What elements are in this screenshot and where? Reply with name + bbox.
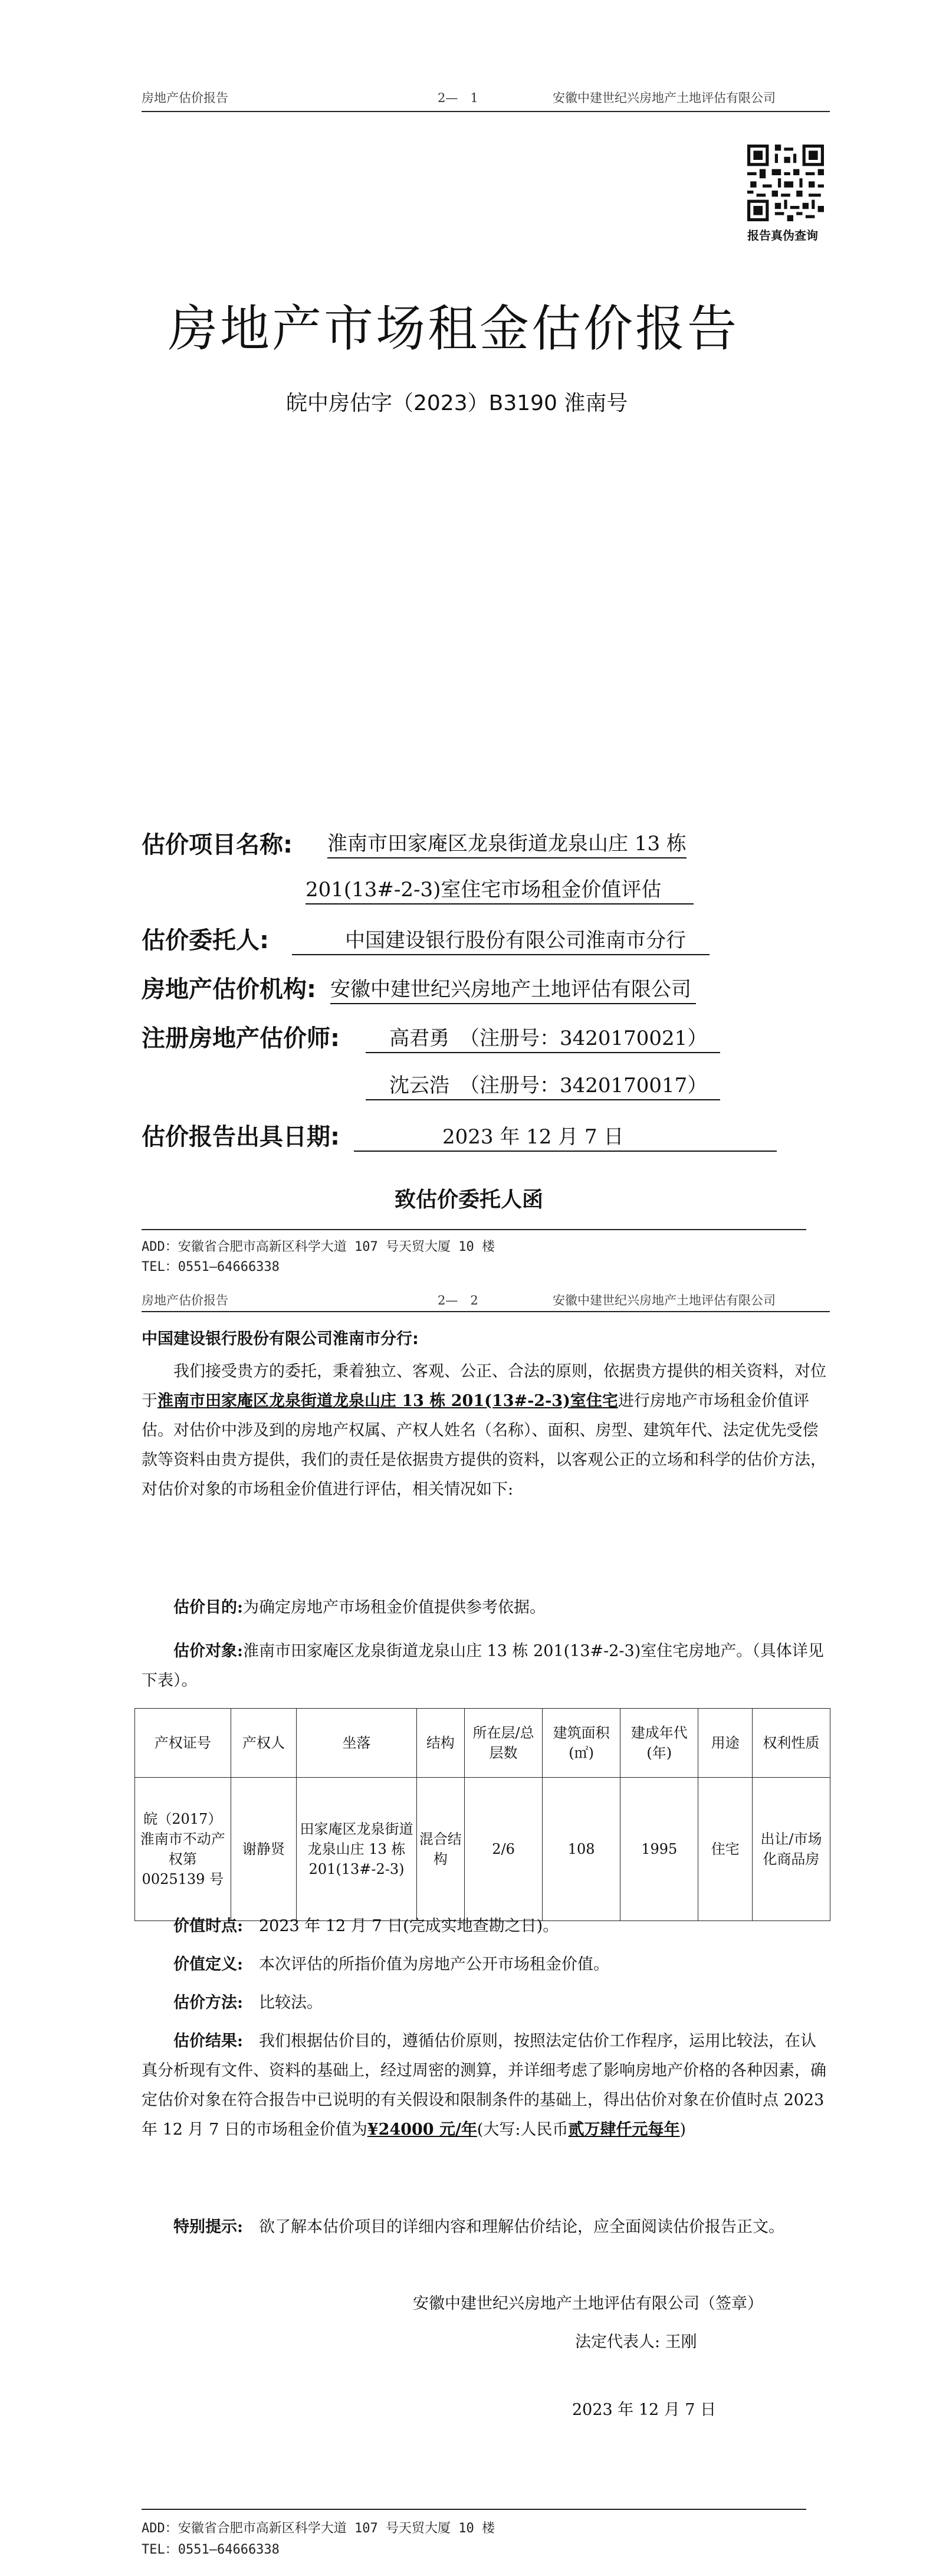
letter-title: 致估价委托人函 [395, 1188, 544, 1212]
project-name-label: 估价项目名称: [142, 831, 293, 858]
table-cell: 108 [543, 1778, 620, 1921]
table-header-cell: 权利性质 [752, 1709, 830, 1778]
running-header-right-2: 安徽中建世纪兴房地产土地评估有限公司 [553, 1293, 776, 1307]
issue-date-value: 2023 年 12 月 7 日 [354, 1120, 777, 1152]
purpose-paragraph: 估价目的:为确定房地产市场租金价值提供参考依据。 [173, 1598, 546, 1617]
table-header-cell: 产权人 [231, 1709, 297, 1778]
property-table [134, 1708, 830, 1921]
header-divider-2 [142, 1311, 830, 1312]
legal-representative: 法定代表人: 王刚 [575, 2333, 697, 2351]
value-definition-paragraph: 价值定义: 本次评估的所指价值为房地产公开市场租金价值。 [173, 1955, 609, 1974]
table-cell: 谢静贤 [231, 1778, 297, 1921]
appraisers-label: 注册房地产估价师: [142, 1025, 340, 1052]
footer-tel-2: TEL：0551—64666338 [142, 2542, 280, 2557]
appraiser-2: 沈云浩 （注册号：3420170017） [366, 1069, 720, 1100]
property-address: 淮南市田家庵区龙泉街道龙泉山庄 13 栋 201(13#-2-3)室住宅 [157, 1392, 618, 1410]
table-header-cell: 建筑面积(㎡) [543, 1709, 620, 1778]
table-header-cell: 建成年代(年) [620, 1709, 698, 1778]
table-cell: 1995 [620, 1778, 698, 1921]
client-value: 中国建设银行股份有限公司淮南市分行 [292, 924, 710, 955]
table-header-cell: 产权证号 [135, 1709, 231, 1778]
intro-paragraph: 我们接受贵方的委托，秉着独立、客观、公正、合法的原则，依据贵方提供的相关资料，对位于淮南市田家庵区龙泉街道龙泉山庄 13 栋 201(13#-2-3)室住宅进行房地产市场租金价值评估。对估价中涉及到的房地产权属、产权人姓名（名称）、面积、房型、建筑年代、法定优先受偿款等资料由贵方提供，我们的责任是依据贵方提供的资料，以客观公正的立场和科学的估价方法，对估价对象的市场租金价值进行评估，相关情况如下: [142, 1362, 826, 1499]
running-header-left: 房地产估价报告 [142, 91, 228, 105]
appraiser-1: 高君勇 （注册号：3420170021） [366, 1022, 720, 1053]
table-header-cell: 用途 [698, 1709, 752, 1778]
object-paragraph: 估价对象:淮南市田家庵区龙泉街道龙泉山庄 13 栋 201(13#-2-3)室住宅房地产。（具体详见下表）。 [142, 1642, 824, 1690]
report-number: 皖中房估字（2023）B3190 淮南号 [286, 391, 628, 415]
client-label: 估价委托人: [142, 927, 269, 954]
value-time-paragraph: 价值时点: 2023 年 12 月 7 日(完成实地查勘之日)。 [173, 1917, 559, 1935]
signing-date: 2023 年 12 月 7 日 [572, 2401, 717, 2419]
project-name-line2: 201(13#-2-3)室住宅市场租金价值评估 [306, 873, 694, 904]
table-header-cell: 坐落 [297, 1709, 416, 1778]
table-cell: 混合结构 [416, 1778, 464, 1921]
notice-paragraph: 特别提示: 欲了解本估价项目的详细内容和理解估价结论，应全面阅读估价报告正文。 [173, 2218, 784, 2236]
running-header-right: 安徽中建世纪兴房地产土地评估有限公司 [553, 91, 776, 105]
result-value-upper: 贰万肆仟元每年 [568, 2121, 680, 2139]
table-cell: 田家庵区龙泉街道龙泉山庄 13 栋 201(13#-2-3) [297, 1778, 416, 1921]
agency-label: 房地产估价机构: [142, 976, 316, 1003]
running-header-page: 2— 1 [438, 91, 478, 105]
footer-divider-2 [142, 2509, 806, 2510]
agency-value: 安徽中建世纪兴房地产土地评估有限公司 [330, 973, 696, 1004]
qr-block [747, 145, 824, 243]
running-header-page-2: 2— 2 [438, 1293, 478, 1307]
table-cell: 2/6 [464, 1778, 542, 1921]
result-paragraph: 估价结果: 我们根据估价目的，遵循估价原则，按照法定估价工作程序，运用比较法，在认真分析现有文件、资料的基础上，经过周密的测算，并详细考虑了影响房地产价格的各种因素，确定估价对象在符合报告中已说明的有关假设和限制条件的基础上，得出估价对象在价值时点 2023 年 12 月 7 日的市场租金价值为¥24000 元/年(大写:人民币贰万肆仟元每年) [142, 2032, 826, 2139]
report-title: 房地产市场租金估价报告 [168, 300, 740, 358]
footer-divider [142, 1229, 806, 1230]
issue-date-label: 估价报告出具日期: [142, 1123, 340, 1151]
result-value: ¥24000 元/年 [367, 2121, 477, 2139]
footer-tel: TEL：0551—64666338 [142, 1260, 280, 1274]
footer-address: ADD：安徽省合肥市高新区科学大道 107 号天贸大厦 10 楼 [142, 1240, 495, 1254]
running-header-left-2: 房地产估价报告 [142, 1293, 228, 1307]
table-header-cell: 所在层/总层数 [464, 1709, 542, 1778]
table-cell: 出让/市场化商品房 [752, 1778, 830, 1921]
signing-company: 安徽中建世纪兴房地产土地评估有限公司（签章） [413, 2295, 763, 2313]
project-name-line1: 淮南市田家庵区龙泉街道龙泉山庄 13 栋 [327, 827, 687, 858]
salutation: 中国建设银行股份有限公司淮南市分行: [142, 1330, 419, 1348]
footer-address-2: ADD：安徽省合肥市高新区科学大道 107 号天贸大厦 10 楼 [142, 2521, 495, 2536]
table-cell: 住宅 [698, 1778, 752, 1921]
table-cell: 皖（2017）淮南市不动产权第 0025139 号 [135, 1778, 231, 1921]
method-paragraph: 估价方法: 比较法。 [173, 1994, 323, 2012]
qr-code-icon [747, 145, 824, 221]
table-row [135, 1778, 830, 1921]
table-header-cell: 结构 [416, 1709, 464, 1778]
table-header-row [135, 1709, 830, 1778]
header-divider [142, 111, 830, 112]
qr-caption: 报告真伪查询 [747, 228, 818, 242]
